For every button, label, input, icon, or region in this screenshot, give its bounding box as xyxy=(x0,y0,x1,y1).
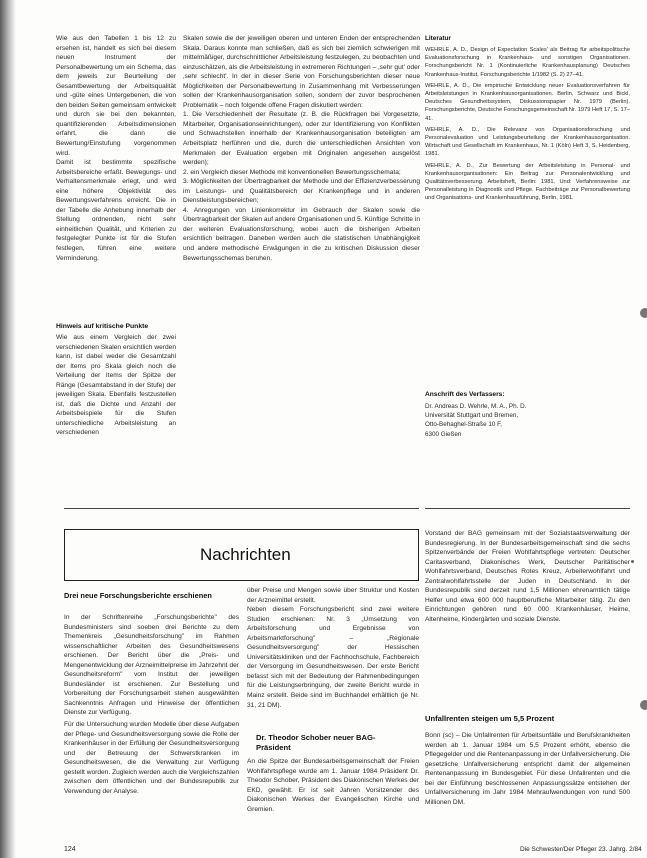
paragraph: Damit ist bestimmte spezifische Arbeitsbereiche erfaßt. Bewegungs- und Verhaltensmerkmale erlegt, und wird eine höhere Objektivität des Bewertungsverfahrens erreicht. Die in der Tabelle die Anhebung innerhalb der Stellung ordnenden, nicht sehr einheitlichen Qualität, und Kriterien zu festgelegter Punkte ist für die Stufen festlegen, führen eine weitere Verminderung. xyxy=(56,159,176,262)
paragraph: Neben diesem Forschungsbericht sind zwei weitere Studien erschienen: Nr. 3 „Umsetzung von Arbeitsforschung und Ergebnisse von Arbeitsmarktforschung" – „Regionale Gesundheitsversorgung" der Hessischen Universitätskliniken und der Fachhochschule, Fachbereich der Versorgung im Gesundheitswesen. Der erste Bericht befasst sich mit der Bedeutung der Rahmenbedingungen für die Leistungserbringung, der zweite Bericht wurde in Mainz erstellt. Beide sind im Buchhandel erhältlich (je Nr. 31, 21 DM). xyxy=(247,606,419,708)
unfallrenten-column xyxy=(425,731,630,834)
punch-hole xyxy=(640,308,647,318)
page-number: 124 xyxy=(64,846,76,853)
scan-shadow xyxy=(0,0,16,858)
address-line: Otto-Behaghel-Straße 10 F, xyxy=(425,421,503,429)
literatur-entry: WEHRLE, A. D., Design of Expectation Scales' als Beitrag für arbeitspolitische Evaluationsforschung in Krankenhaus- und sonstigen Organisationen. Forschungsbericht Nr. 1 (Kontinuierliche Krankenhausplanung) Deutsches Krankenhaus-Institut, Forschungsberichte 1/1982 (S. 2) 27–41. xyxy=(425,47,630,78)
literatur-entry: WEHRLE, A. D., Zur Bewertung der Arbeitsleistung in Personal- und Krankenhausorganisationen: Ein Beitrag zur Personalentwicklung und Qualitätsverbesserung. Arbeitsheft, Berlin: 1981. Und: Verfahrensweise zur Personalleistung in Diagnostik und Pflege. Fachbeiträge zur Personalbewertung und Organisations- und Krankenhausführung, Berlin, 1981. xyxy=(425,162,630,202)
right-lower-column xyxy=(425,529,630,700)
hinweis-column xyxy=(56,333,176,483)
paragraph: 1. Die Verschiedenheit der Resultate (z. B. die Rückfragen bei Vorgesetzte, Mitarbeiter, Organisationseinrichtungen), oder zur Identifizierung von Konflikten und Schwachstellen innerhalb der Krankenhausorganisation beteiligten am Arbeitsplatz herführen und die, durch die unterschiedlichen Ansichten von Merkmalen der Evaluation ergeben mit Originalen angesehen ausgelöst werden); xyxy=(183,111,420,167)
forschung-right-column xyxy=(247,586,419,708)
nachrichten-title: Nachrichten xyxy=(200,545,291,564)
paragraph: Wie aus einem Vergleich der zwei verschiedenen Skalen ersichtlich werden kann, ist dabei weder die Gesamtzahl der Items pro Skala gleich noch die Verteilung der Items der Spitze der Ränge (Gesamtabstand in der Stufe) der jeweiligen Skala. Ebenfalls festzustellen ist, daß die Dichte und Anzahl der Arbeitsbeispiele für die Stufen unterschiedliche Arbeitsleistung an verschiedenen xyxy=(56,334,176,437)
schober-heading: Dr. Theodor Schober neuer BAG-Präsident xyxy=(256,733,376,752)
paragraph: 3. Möglichkeiten der Übertragbarkeit der Methode und der Effizienzverbesserung im Leistungs- und Qualitätsbereich der Krankenpflege und in anderen Dienstleistungsbereichen; xyxy=(183,178,420,205)
paragraph: Skalen sowie die der jeweiligen oberen und unteren Enden der entsprechenden Skala. Daraus konnte man schließen, daß es sich bei ziemlich schwierigen mit mittelmäßiger, durchschnittlicher Arbeitsleistung festzulegen, zu beobachten und einzuschätzen, als die Arbeitsleistung in extremeren Richtungen – ‚sehr gut' oder ‚sehr schlecht'. In der in dieser Serie von Forschungsberichten dieser neue Möglichkeiten der Personalbewertung in Zusammenhang mit Verbesserungen sollen der Krankenhausorganisation sollen, sondern der zuvor besprochenen Problematik – noch folgende offene Fragen diskutiert werden: xyxy=(183,35,420,109)
address-line: Universität Stuttgart und Bremen, xyxy=(425,412,519,420)
paragraph: Bonn (sc) – Die Unfallrenten für Arbeitsunfälle und Berufskrankheiten werden ab 1. Januar 1984 um 5,5 Prozent erhöht, ebenso die Pflegegelder und die Rentenanpassung in der Unfallversicherung. Die gesetzliche Unfallversicherung entspricht damit der allgemeinen Rentenanpassung im Bundesgebiet. Für diese Unfallrenten und die bei der Einführung beschlossenen Anpassungssätze entstehen der Unfallversicherung im Jahr 1984 Mehraufwendungen von rund 500 Millionen DM. xyxy=(425,732,630,806)
unfallrenten-heading: Unfallrenten steigen um 5,5 Prozent xyxy=(425,714,555,723)
address-line: Dr. Andreas D. Wehrle, M. A., Ph. D. xyxy=(425,403,527,410)
forschung-heading: Drei neue Forschungsberichte erschienen xyxy=(64,591,212,600)
forschung-column xyxy=(64,613,239,835)
section-heading-hinweis: Hinweis auf kritische Punkte xyxy=(56,323,149,330)
section-divider xyxy=(64,508,419,509)
schober-column xyxy=(247,757,419,837)
literatur-entry: WEHRLE, A. D., Die empirische Entwicklung neuer Evaluationsverfahren für Arbeitsleistungen in Krankenhausorganisationen. Berlin, Schwarz und Bickl, Deutsches Gesundheitssystem, Diskussionspapier Nr. 1979 (Berlin). Forschungsberichte, Deutsche Forschungsgemeinschaft Nr. 1979 Heft 17, S. 17–41. xyxy=(425,82,630,122)
top-left-column xyxy=(56,34,176,267)
address-line: 6300 Gießen xyxy=(425,430,462,438)
paragraph: 2. ein Vergleich dieser Methode mit konventionellen Bewertungsschemata; xyxy=(183,168,401,176)
anschrift-heading: Anschrift des Verfassers: xyxy=(425,391,505,398)
literatur-entry: WEHRLE, A. D., Die Relevanz von Organisationsforschung und Personalevaluation und Leistungsbeurteilung der Krankenhausorganisation. Wirtschaft und Gesellschaft im Krankenhaus, Nr. 1 (Köln) Heft 3, S. Heidenberg, 1981. xyxy=(425,126,630,158)
paragraph: In der Schriftenreihe „Forschungsberichte" des Bundesministers sind soeben drei Berichte zu dem Themenkreis „Gesundheitsforschung" im Rahmen wissenschaftlicher Arbeiten des Gesundheitswesens erschienen. Der Bericht über die „Preis- und Mengenentwicklung der Arzneimittelpreise im Jahrzehnt der Gesundheitsreform" vom Institut der jeweiligen Bundesländer ist erschienen. Zur Bestellung und Vorbereitung der Forschungsarbeit stehen ausgewählten Sachkenntnis Anfragen und Hinweise der öffentlichen Dienste zur Verfügung. xyxy=(64,614,239,717)
scan-speck xyxy=(631,560,634,563)
paragraph: Vorstand der BAG gemeinsam mit der Sozialstaatsverwaltung der Bundesregierung. In der Bundesarbeitsgemeinschaft sind die sechs Spitzenverbände der Freien Wohlfahrtspflege vertreten: Deutscher Caritasverband, Diakonisches Werk, Deutscher Paritätischer Wohlfahrtsverband, Deutsches Rotes Kreuz, Arbeiterwohlfahrt und Zentralwohlfahrtsstelle der Juden in Deutschland. In der Bundesrepublik sind derzeit rund 1,5 Millionen ehrenamtlich tätige Helfer und etwa 600 000 hauptberufliche Mitarbeiter tätig. Zu den Einrichtungen gehören rund 60 000 Krankenhäuser, Heime, Altenheime, Kindergärten und soziale Dienste. xyxy=(425,530,630,623)
paragraph: 4. Anregungen von Linienkorrektur im Gebrauch der Skalen sowie die Übertragbarkeit der Skalen auf andere Organisationen und 5. Künftige Schritte in der weiteren Evaluationsforschung, wobei auch die bisherigen Arbeiten ersichtlich beitragen. Daneben werden auch die statistischen Unabhängigkeit und andere methodische Erwägungen in die zu kritischen Diskussion dieser Bewertungsschemas beruhen. xyxy=(183,206,420,262)
paragraph: An die Spitze der Bundesarbeitsgemeinschaft der Freien Wohlfahrtspflege wurde am 1. Januar 1984 Präsident Dr. Theodor Schober, Präsident des Diakonischen Werkes der EKD, gewählt. Er ist seit Jahren Vorsitzender des Diakonischen Werkes der Evangelischen Kirche und Gremien. xyxy=(247,758,419,813)
journal-footer: Die Schwester/Der Pfleger 23. Jahrg. 2/84 xyxy=(520,846,642,853)
paragraph: Wie aus den Tabellen 1 bis 12 zu ersehen ist, handelt es sich bei diesem neuen Instrument der Personalbewertung um ein Schema, das dem jeweils zur Beurteilung der Gesamtbewertung der Arbeitsqualität und -güte eines Untergebenen, die von den beiden Seiten gemeinsam entwickelt und durch sie bei den bekannten, quantifizierenden Arbeitsdimensionen erfahrt, die dann die Bewertung/Einstufung vorgenommen wird. xyxy=(56,35,176,157)
top-middle-column xyxy=(183,34,420,492)
section-divider xyxy=(425,508,630,509)
literatur-column xyxy=(425,46,630,264)
paragraph: über Preise und Mengen sowie über Struktur und Kosten der Arzneimittel erstellt. xyxy=(247,587,419,604)
literatur-heading: Literatur xyxy=(425,35,451,42)
punch-hole xyxy=(640,700,647,710)
anschrift-block xyxy=(425,402,605,444)
paragraph: Für die Untersuchung wurden Modelle über diese Aufgaben der Pflege- und Gesundheitsversorgung sowie die Rolle der Krankenhäuser in der Erfüllung der Gesundheitsversorgung und der Betreuung der Schwerstkranken im Gesundheitswesen, die die Verwaltung zur Verfügung gestellt worden. Zugleich werden auch die Vergleichszahlen zwischen dem öffentlichen und der Bundesrepublik zur Verwendung der Analyse. xyxy=(64,721,239,795)
